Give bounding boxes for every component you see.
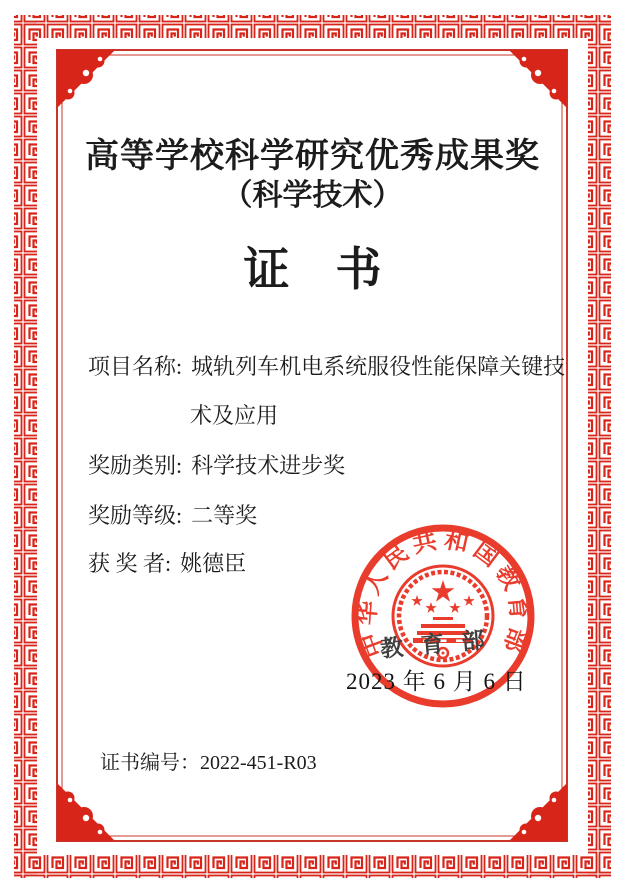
project-name-label: 项目名称: [88,354,183,379]
certificate-type: 证 书 [243,244,382,295]
award-category-value: 科学技术进步奖 [191,453,346,478]
award-grade-value: 二等奖 [191,503,258,528]
award-winner-label: 获 奖 者: [88,551,172,576]
small-star-icon [425,602,436,613]
corner-flourish-top-right [509,50,567,108]
issuer-signature: 教 育 部 [379,627,492,662]
small-star-icon [463,595,474,606]
corner-flourish-top-left [57,50,115,108]
small-star-icon [411,595,422,606]
project-name-row [88,350,565,381]
award-category-row [88,449,345,480]
project-name-row-continued [190,399,278,430]
seal-ring-text: 中华人民共和国教育部 [354,527,532,661]
corner-flourish-bottom-right [509,783,567,841]
award-winner-value: 姚德臣 [180,551,247,576]
certificate-number-row [100,746,317,775]
project-name-value-line2: 术及应用 [190,403,279,428]
issue-date: 2023 年 6 月 6 日 [346,669,527,694]
corner-flourish-bottom-left [57,783,115,841]
big-star-icon [432,580,455,602]
award-grade-label: 奖励等级: [88,503,183,528]
project-name-value-line1: 城轨列车机电系统服役性能保障关键技 [191,354,566,379]
certificate-subtitle: （科学技术） [222,179,403,212]
certificate-title: 高等学校科学研究优秀成果奖 [85,138,540,175]
small-star-icon [449,602,460,613]
certificate-number-value: 2022-451-R03 [200,752,317,774]
award-grade-row [88,499,257,530]
border-strip-bottom [14,855,611,878]
certificate-number-label: 证书编号： [100,752,200,774]
award-category-label: 奖励类别: [88,453,183,478]
border-strip-top [14,15,611,38]
award-winner-row [88,547,246,578]
